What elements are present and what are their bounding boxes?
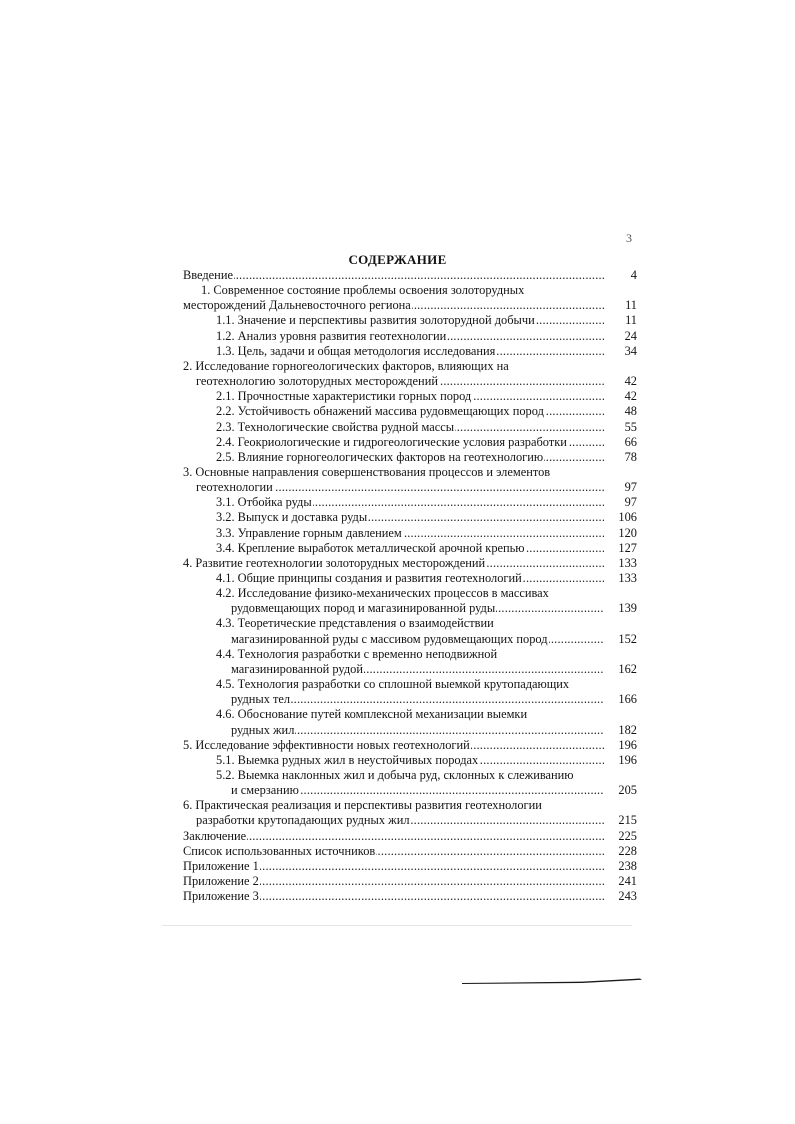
toc-entry-line: [201, 282, 640, 298]
toc-page-number: 4: [630, 268, 637, 282]
toc-entry-text: 2. Исследование горногеологических факторов, влияющих на: [183, 358, 509, 373]
toc-page-number: 78: [624, 449, 637, 464]
toc-entry-line: [183, 858, 604, 874]
toc-entry-text: 4. Развитие геотехнологии золоторудных месторождений: [183, 555, 486, 570]
toc-page-number: 42: [624, 374, 637, 389]
toc-entry-text: 4.1. Общие принципы создания и развития геотехнологий: [216, 571, 522, 585]
toc-entry-text: и смерзанию: [231, 783, 299, 798]
toc-entry-line: [216, 585, 640, 601]
toc-page-number: 182: [618, 722, 637, 737]
toc-entry-text: 2.2. Устойчивость обнажений массива рудовмещающих пород: [216, 404, 544, 419]
toc-entry-line: [231, 631, 604, 647]
toc-page-number: 241: [618, 874, 637, 888]
toc-entry-line: [231, 600, 604, 616]
toc-page-number: 24: [624, 328, 637, 343]
toc-page-number: 215: [618, 813, 637, 828]
toc-entry-line: [216, 706, 640, 722]
toc-entry-line: [231, 722, 604, 738]
toc-entry-line: [183, 737, 604, 753]
toc-entry-text: Введение: [183, 268, 233, 282]
toc-entry-line: [216, 540, 604, 556]
toc-entry-line: [216, 312, 604, 328]
toc-entry-text: разработки крутопадающих рудных жил: [196, 813, 410, 828]
toc-entry-text: магазинированной рудой: [231, 661, 363, 676]
toc-entry-text: Заключение: [183, 828, 247, 843]
toc-entry-text: 4.2. Исследование физико-механических процессов в массивах: [216, 586, 549, 601]
toc-page-number: 196: [618, 737, 637, 752]
toc-entry-line: [216, 494, 604, 510]
toc-entry-text: 3.1. Отбойка руды: [216, 495, 312, 510]
page-number: 3: [626, 231, 632, 245]
toc-entry-line: [216, 509, 604, 525]
toc-page-number: 196: [618, 752, 637, 767]
toc-page-number: 225: [618, 828, 637, 843]
toc-entry-text: рудных тел: [231, 692, 291, 707]
toc-entry-line: [231, 661, 604, 677]
toc-entry-text: 4.3. Теоретические представления о взаимодействии: [216, 616, 494, 631]
toc-entry-line: [183, 797, 640, 813]
toc-page-number: 228: [618, 843, 637, 858]
toc-page-number: 48: [624, 404, 637, 419]
toc-page-number: 205: [618, 783, 637, 798]
toc-entry-text: 1.1. Значение и перспективы развития золоторудной добычи: [216, 313, 535, 328]
toc-entry-line: [216, 646, 640, 662]
toc-entry-line: [231, 691, 604, 707]
toc-page-number: 120: [618, 525, 637, 540]
toc-page-number: 11: [625, 313, 637, 328]
toc-entry-text: 1. Современное состояние проблемы освоения золоторудных: [201, 283, 525, 298]
toc-page-number: 66: [624, 434, 637, 449]
toc-entry-text: Приложение 2: [183, 874, 259, 888]
toc-page-number: 166: [618, 692, 637, 707]
toc-entry-text: месторождений Дальневосточного региона: [183, 298, 411, 313]
toc-entry-text: магазинированной руды с массивом рудовмещающих пород: [231, 631, 548, 646]
toc-entry-line: [183, 555, 604, 571]
toc-page-number: 42: [624, 389, 637, 404]
toc-entry-line: [216, 767, 640, 783]
toc-entry-line: [216, 388, 604, 404]
toc-page-number: 133: [618, 571, 637, 585]
toc-entry-text: 2.4. Геокриологические и гидрогеологические условия разработки: [216, 434, 567, 449]
toc-entry-line: [216, 752, 604, 768]
toc-entry-line: [183, 464, 640, 480]
toc-entry-line: [183, 873, 604, 889]
toc-entry-text: 1.2. Анализ уровня развития геотехнологии: [216, 328, 447, 343]
toc-entry-line: [216, 434, 604, 450]
toc-entry-text: Приложение 3: [183, 889, 259, 904]
toc-page-number: 152: [618, 631, 637, 646]
toc-page-number: 133: [618, 555, 637, 570]
toc-entry-line: [216, 570, 604, 586]
toc-entry-line: [196, 812, 604, 828]
toc-entry-text: геотехнологии: [196, 480, 273, 495]
toc-page-number: 162: [618, 661, 637, 676]
toc-entry-line: [216, 449, 604, 465]
toc-entry-text: 6. Практическая реализация и перспективы развития геотехнологии: [183, 798, 542, 813]
toc-page-number: 127: [618, 540, 637, 555]
toc-title: СОДЕРЖАНИЕ: [348, 252, 447, 267]
toc-entry-line: [216, 403, 604, 419]
toc-page-number: 243: [618, 889, 637, 904]
toc-page-number: 139: [618, 601, 637, 616]
toc-entry-line: [216, 525, 604, 541]
toc-entry-line: [183, 888, 604, 904]
toc-entry-text: 3.2. Выпуск и доставка руды: [216, 510, 368, 525]
toc-entry-text: 5.1. Выемка рудных жил в неустойчивых породах: [216, 752, 479, 767]
toc-entry-text: Приложение 1: [183, 858, 259, 873]
toc-entry-text: рудовмещающих пород и магазинированной руды: [231, 601, 496, 616]
toc-entry-line: [183, 828, 604, 844]
toc-entry-text: 3.3. Управление горным давлением: [216, 525, 402, 540]
toc-page-number: 55: [624, 419, 637, 434]
toc-entry-text: 3. Основные направления совершенствования процессов и элементов: [183, 464, 551, 479]
toc-entry-line: [183, 843, 604, 859]
toc-entry-line: [216, 676, 640, 692]
toc-entry-text: рудных жил: [231, 722, 295, 737]
toc-page-number: 97: [624, 495, 637, 510]
toc-entry-line: [196, 479, 604, 495]
toc-entry-line: [216, 328, 604, 344]
toc-entry-text: 2.5. Влияние горногеологических факторов на геотехнологию: [216, 449, 544, 464]
toc-entry-text: Список использованных источников: [183, 843, 376, 858]
toc-entry-line: [231, 782, 604, 798]
toc-entry-line: [216, 419, 604, 435]
toc-entry-text: 5. Исследование эффективности новых геотехнологий: [183, 737, 470, 752]
toc-entry-line: [183, 358, 640, 374]
toc-page-number: 97: [624, 480, 637, 495]
toc-entry-text: 4.5. Технология разработки со сплошной выемкой крутопадающих: [216, 677, 570, 692]
toc-entry-text: 1.3. Цель, задачи и общая методология исследования: [216, 343, 496, 358]
toc-entry-line: [216, 343, 604, 359]
toc-entry-text: 3.4. Крепление выработок металлической арочной крепью: [216, 540, 525, 555]
toc-entry-text: 5.2. Выемка наклонных жил и добыча руд, склонных к слеживанию: [216, 767, 574, 782]
toc-entry-line: [183, 297, 604, 313]
toc-entry-text: геотехнологию золоторудных месторождений: [196, 374, 438, 389]
toc-entry-text: 2.3. Технологические свойства рудной массы: [216, 419, 455, 434]
toc-entry-line: [183, 267, 604, 283]
toc-entry-line: [196, 373, 604, 389]
toc-entry-line: [216, 615, 640, 631]
toc-page-number: 34: [624, 343, 637, 358]
toc-entry-text: 2.1. Прочностные характеристики горных пород: [216, 389, 472, 404]
toc-page-number: 106: [618, 510, 637, 525]
toc-entry-text: 4.4. Технология разработки с временно неподвижной: [216, 646, 498, 661]
toc-page-number: 11: [625, 298, 637, 313]
scan-rule: [162, 925, 632, 926]
toc-page-number: 238: [618, 858, 637, 873]
bottom-pen-stroke: [462, 978, 642, 984]
toc-entry-text: 4.6. Обоснование путей комплексной механизации выемки: [216, 707, 528, 722]
